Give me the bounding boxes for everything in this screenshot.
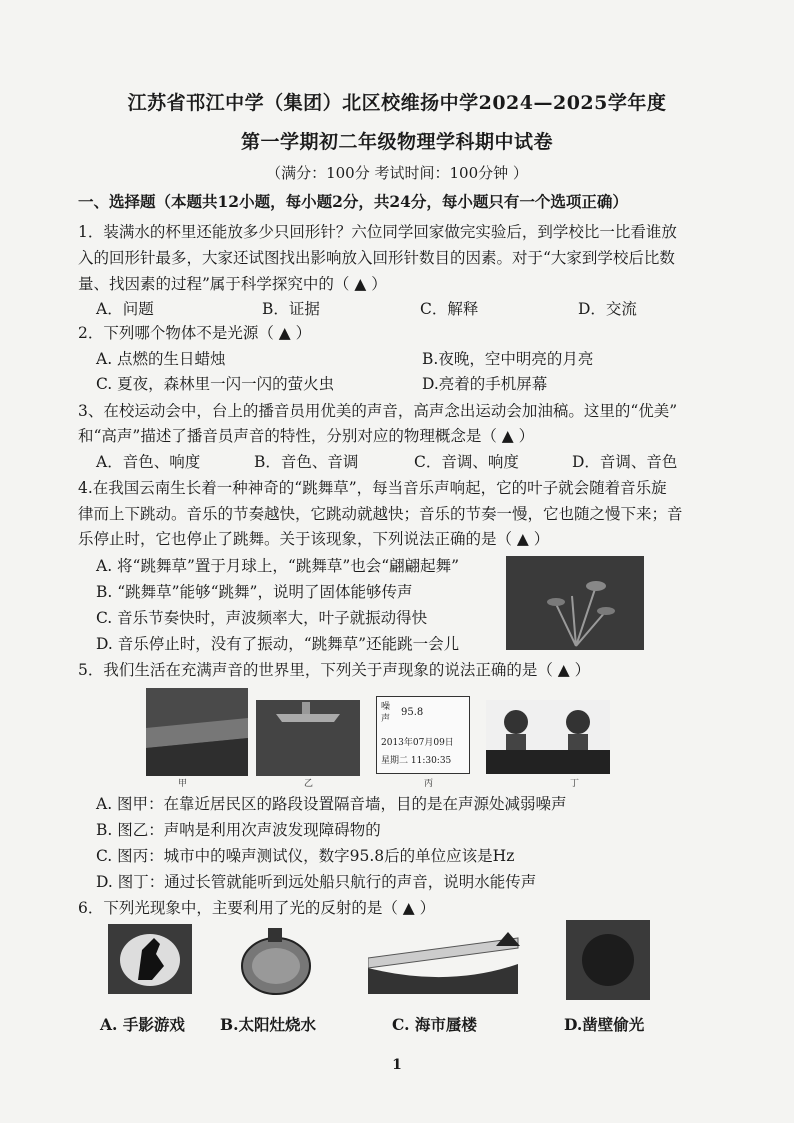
exam-title-line2: 第一学期初二年级物理学科期中试卷 [240,131,553,153]
long-tube-illustration [486,700,610,774]
q2-option-b: B.夜晚，空中明亮的月亮 [422,350,594,368]
figure-ding-long-tube [486,700,610,774]
q1-line1: 1．装满水的杯里还能放多少只回形针？六位同学回家做完实验后，到学校比一比看谁放 [78,223,677,241]
q6-caption-c: C. 海市蜃楼 [392,1015,477,1034]
noise-meter-time: 星期二 11:30:35 [381,756,452,766]
q1-option-c: C．解释 [420,300,479,318]
q1-line2: 入的回形针最多，大家还试图找出影响放入回形针数目的因素。对于“大家到学校后比数 [78,249,675,267]
figure-yi-sonar-ship [256,700,360,776]
q4-line1: 4.在我国云南生长着一种神奇的“跳舞草”，每当音乐声响起，它的叶子就会随着音乐旋 [78,479,667,497]
q5-option-d: D. 图丁：通过长管就能听到远处船只航行的声音，说明水能传声 [96,873,537,891]
figure-mirage [368,928,528,994]
noise-meter-date: 2013年07月09日 [381,738,454,748]
figure-solar-cooker [238,922,314,998]
q5-option-b: B. 图乙：声呐是利用次声波发现障碍物的 [96,821,381,839]
dancing-grass-photo [506,556,644,650]
fig-label-jia: 甲 [178,779,188,789]
q2-stem: 2．下列哪个物体不是光源（ ▲ ） [78,324,312,342]
q3-option-b: B．音色、音调 [254,453,359,471]
q6-caption-d: D.凿壁偷光 [564,1015,645,1034]
q3-option-a: A．音色、响度 [96,453,201,471]
q2-option-d: D.亮着的手机屏幕 [422,375,548,393]
mirage-illustration [368,928,528,994]
q1-line3: 量、找因素的过程”属于科学探究中的（ ▲ ） [78,275,387,293]
dancing-grass-illustration [506,556,644,650]
q4-line2: 律而上下跳动。音乐的节奏越快，它跳动就越快；音乐的节奏一慢，它也随之慢下来；音 [78,505,683,523]
q3-option-d: D．音调、音色 [572,453,678,471]
q1-option-a: A．问题 [96,300,154,318]
hand-shadow-illustration [108,924,192,994]
sound-barrier-illustration [146,688,248,776]
figure-chiseled-wall [566,920,650,1000]
q3-line2: 和“高声”描述了播音员声音的特性，分别对应的物理概念是（ ▲ ） [78,427,535,445]
fig-label-bing: 丙 [424,779,434,789]
exam-info: （满分：100分 考试时间：100分钟 ） [266,164,528,182]
noise-meter-label2: 声 [381,714,391,724]
q2-option-a: A. 点燃的生日蜡烛 [96,350,226,368]
q1-option-d: D．交流 [578,300,637,318]
exam-title-line1: 江苏省邗江中学（集团）北区校维扬中学2024—2025学年度 [127,92,667,114]
noise-meter-value: 95.8 [401,707,424,718]
q4-option-a: A. 将“跳舞草”置于月球上，“跳舞草”也会“翩翩起舞” [96,557,460,575]
noise-meter-label1: 噪 [381,702,391,712]
q3-option-c: C．音调、响度 [414,453,519,471]
fig-label-yi: 乙 [304,779,314,789]
solar-cooker-illustration [238,922,314,998]
q5-option-c: C. 图丙：城市中的噪声测试仪，数字95.8后的单位应该是Hz [96,847,515,865]
q6-caption-a: A. 手影游戏 [100,1015,185,1034]
section1-heading: 一、选择题（本题共12小题，每小题2分，共24分，每小题只有一个选项正确） [78,192,628,211]
q3-line1: 3、在校运动会中，台上的播音员用优美的声音，高声念出运动会加油稿。这里的“优美” [78,402,678,420]
q2-option-c: C. 夏夜，森林里一闪一闪的萤火虫 [96,375,335,393]
q5-stem: 5．我们生活在充满声音的世界里，下列关于声现象的说法正确的是（ ▲ ） [78,661,591,679]
figure-jia-sound-barrier [146,688,248,776]
q5-option-a: A. 图甲：在靠近居民区的路段设置隔音墙，目的是在声源处减弱噪声 [96,795,567,813]
page-number: 1 [392,1057,402,1073]
q4-option-b: B. “跳舞草”能够“跳舞”，说明了固体能够传声 [96,583,413,601]
q1-option-b: B．证据 [262,300,320,318]
q6-stem: 6．下列光现象中，主要利用了光的反射的是（ ▲ ） [78,899,436,917]
q4-option-c: C. 音乐节奏快时，声波频率大，叶子就振动得快 [96,609,428,627]
q4-option-d: D. 音乐停止时，没有了振动，“跳舞草”还能跳一会儿 [96,635,460,653]
sonar-ship-illustration [256,700,360,776]
fig-label-ding: 丁 [570,779,580,789]
figure-bing-noise-meter [376,696,470,774]
figure-hand-shadow [108,924,192,994]
q6-caption-b: B.太阳灶烧水 [220,1015,316,1034]
q4-line3: 乐停止时，它也停止了跳舞。关于该现象，下列说法正确的是（ ▲ ） [78,530,550,548]
chiseled-wall-illustration [566,920,650,1000]
